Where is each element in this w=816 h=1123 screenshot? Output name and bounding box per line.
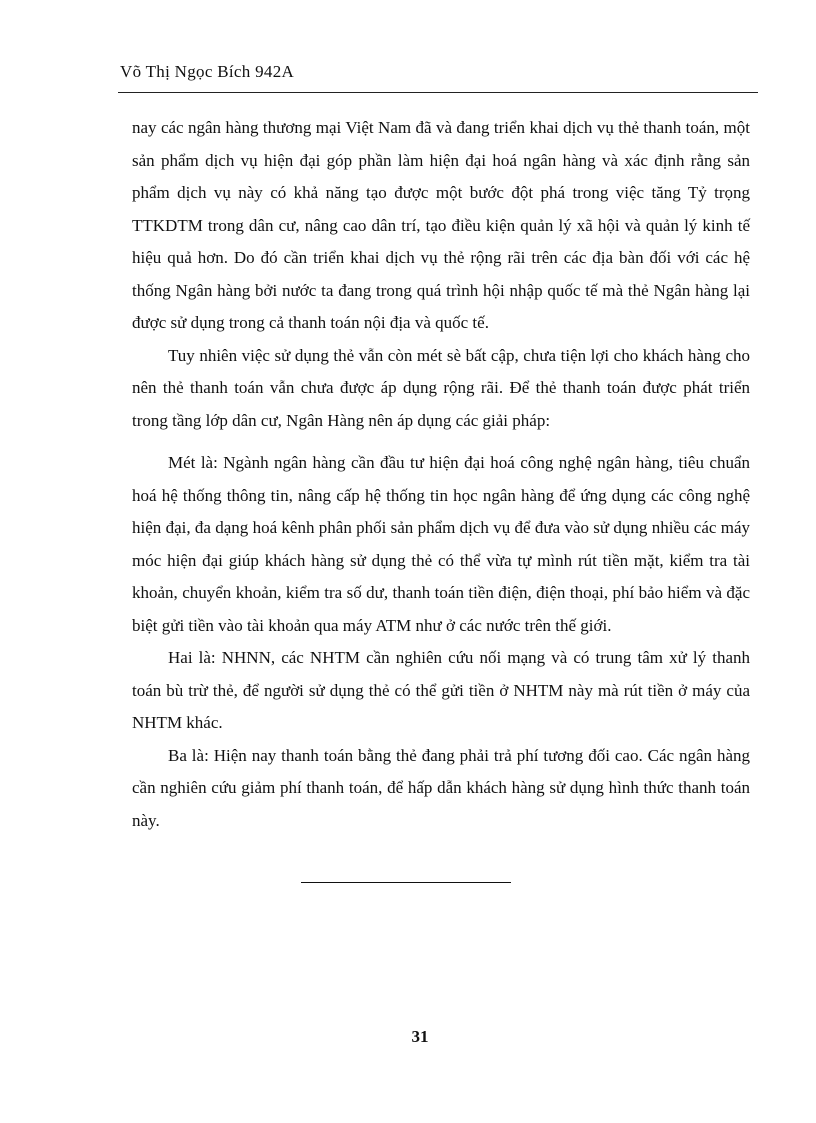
section-end-divider — [301, 882, 511, 883]
paragraph-solution-two: Hai là: NHNN, các NHTM cần nghiên cứu nối mạng và có trung tâm xử lý thanh toán bù trừ thẻ, để người sử dụng thẻ có thể gửi tiền ở NHTM này mà rút tiền ở máy của NHTM khác. — [132, 648, 750, 732]
running-header: Võ Thị Ngọc Bích 942A — [120, 62, 295, 81]
header-divider — [118, 92, 758, 93]
paragraph-solution-three: Ba là: Hiện nay thanh toán bằng thẻ đang phải trả phí tương đối cao. Các ngân hàng cần nghiên cứu giảm phí thanh toán, để hấp dẫn khách hàng sử dụng hình thức thanh toán này. — [132, 745, 750, 830]
page-body — [132, 112, 750, 837]
page-number: 31 — [411, 1027, 429, 1046]
paragraph-continuation: nay các ngân hàng thương mại Việt Nam đã và đang triển khai dịch vụ thẻ thanh toán, một sản phẩm dịch vụ hiện đại góp phần làm hiện đại hoá ngân hàng và xác định rằng sản phẩm dịch vụ này có khả năng tạo được một bước đột phá trong việc tăng Tỷ trọng TTKDTM trong dân cư, nâng cao dân trí, tạo điều kiện quản lý xã hội và quản lý kinh tế hiệu quả hơn. Do đó cần triển khai dịch vụ thẻ rộng rãi trên các địa bàn đối với các hệ thống Ngân hàng bởi nước ta đang trong quá trình hội nhập quốc tế mà thẻ Ngân hàng lại được sử dụng trong cả thanh toán nội địa và quốc tế. — [132, 118, 750, 332]
paragraph-issues: Tuy nhiên việc sử dụng thẻ vẫn còn mét sè bất cập, chưa tiện lợi cho khách hàng cho nên thẻ thanh toán vẫn chưa được áp dụng rộng rãi. Để thẻ thanh toán được phát triển trong tầng lớp dân cư, Ngân Hàng nên áp dụng các giải pháp: — [132, 345, 750, 430]
paragraph-solution-one: Mét là: Ngành ngân hàng cần đầu tư hiện đại hoá công nghệ ngân hàng, tiêu chuẩn hoá hệ thống thông tin, nâng cấp hệ thống tin học ngân hàng để ứng dụng các công nghệ hiện đại, đa dạng hoá kênh phân phối sản phẩm dịch vụ để đưa vào sử dụng nhiều các máy móc hiện đại giúp khách hàng sử dụng thẻ có thể vừa tự mình rút tiền mặt, kiểm tra tài khoản, chuyển khoản, kiểm tra số dư, thanh toán tiền điện, điện thoại, phí bảo hiểm và đặc biệt gửi tiền vào tài khoản qua máy ATM như ở các nước trên thế giới. — [132, 453, 750, 635]
